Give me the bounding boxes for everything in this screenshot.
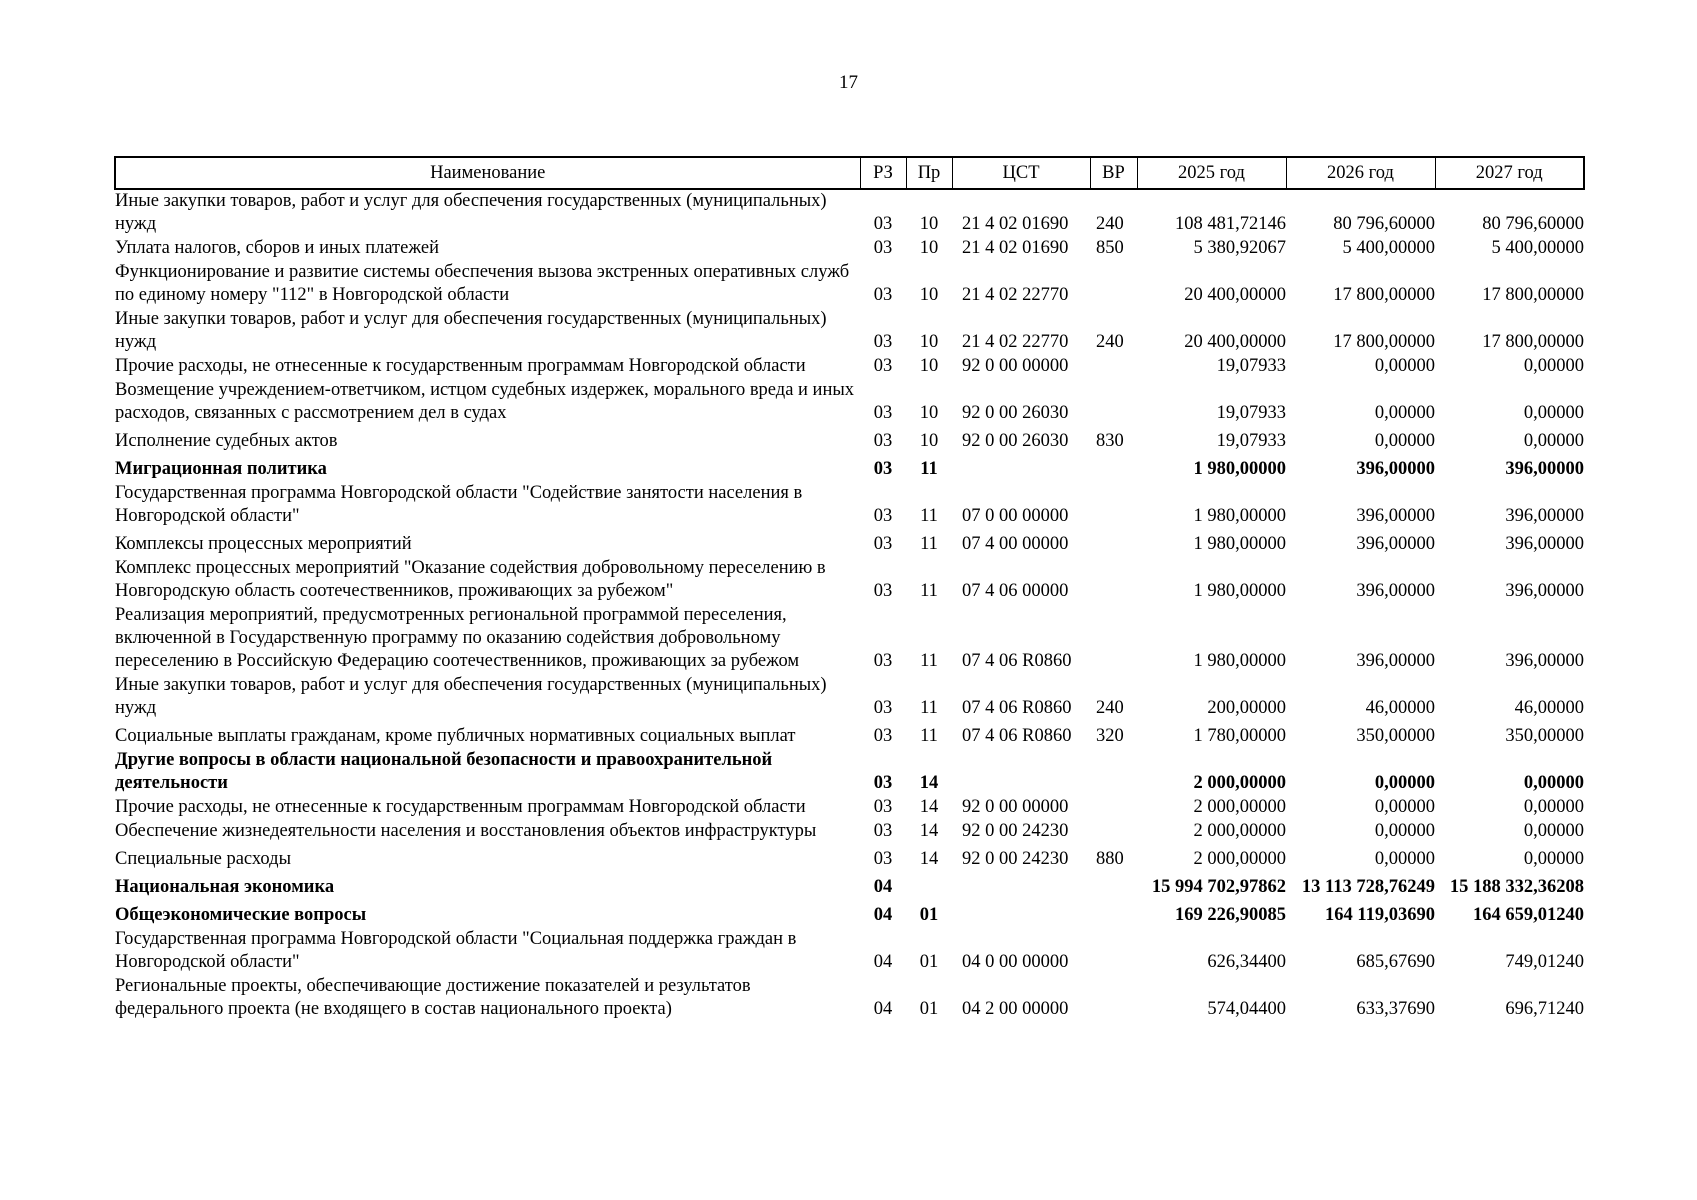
row-rz: 03 (873, 726, 893, 746)
table-row (115, 529, 1584, 557)
row-rz: 03 (873, 238, 893, 258)
row-pr: 10 (919, 403, 939, 423)
row-rz: 03 (873, 332, 893, 352)
row-2026: 0,00000 (1374, 797, 1435, 817)
row-cst (952, 872, 1090, 900)
row-rz: 03 (873, 821, 893, 841)
row-vr: 240 (1096, 332, 1124, 352)
row-name: Социальные выплаты гражданам, кроме публичных нормативных социальных выплат (115, 726, 796, 746)
row-rz: 04 (873, 999, 893, 1019)
row-2026: 685,67690 (1356, 952, 1435, 972)
row-pr: 10 (919, 285, 939, 305)
row-vr (1090, 482, 1137, 529)
table-row (115, 237, 1584, 261)
row-name: Комплексы процессных мероприятий (115, 534, 412, 554)
row-2027: 396,00000 (1505, 581, 1584, 601)
row-2027: 396,00000 (1505, 506, 1584, 526)
row-name: Комплекс процессных мероприятий "Оказание содействия добровольному переселению в Новгородскую область соотечественников, проживающих за рубежом" (115, 558, 826, 601)
header-cst: ЦСТ (952, 157, 1090, 189)
row-2026: 17 800,00000 (1333, 332, 1435, 352)
row-rz: 03 (873, 459, 893, 479)
row-name: Исполнение судебных актов (115, 431, 338, 451)
row-2025: 1 980,00000 (1193, 534, 1286, 554)
row-cst: 07 4 00 00000 (962, 534, 1069, 554)
table-row (115, 379, 1584, 426)
row-2025: 2 000,00000 (1193, 797, 1286, 817)
row-2026: 350,00000 (1356, 726, 1435, 746)
row-vr: 240 (1096, 698, 1124, 718)
row-name: Общеэкономические вопросы (115, 905, 367, 925)
row-cst (952, 900, 1090, 928)
row-2027: 46,00000 (1514, 698, 1584, 718)
row-rz: 03 (873, 506, 893, 526)
row-rz: 04 (873, 905, 893, 925)
row-2025: 5 380,92067 (1193, 238, 1286, 258)
row-name: Иные закупки товаров, работ и услуг для обеспечения государственных (муниципальных) нужд (115, 191, 827, 234)
row-2027: 696,71240 (1505, 999, 1584, 1019)
row-cst: 07 0 00 00000 (962, 506, 1069, 526)
row-2027: 0,00000 (1523, 773, 1584, 793)
row-rz: 03 (873, 773, 893, 793)
row-name: Другие вопросы в области национальной безопасности и правоохранительной деятельности (115, 750, 773, 793)
table-header (115, 157, 1584, 189)
row-vr (1090, 820, 1137, 844)
row-2026: 633,37690 (1356, 999, 1435, 1019)
row-cst: 07 4 06 00000 (962, 581, 1069, 601)
table-row (115, 557, 1584, 604)
row-cst (952, 749, 1090, 796)
row-2026: 0,00000 (1374, 431, 1435, 451)
row-2025: 108 481,72146 (1175, 214, 1286, 234)
row-rz: 03 (873, 356, 893, 376)
row-2025: 200,00000 (1207, 698, 1286, 718)
row-vr (1090, 604, 1137, 674)
row-2027: 0,00000 (1523, 797, 1584, 817)
row-vr (1090, 749, 1137, 796)
row-pr: 01 (919, 905, 939, 925)
row-2026: 13 113 728,76249 (1301, 877, 1435, 897)
row-pr: 14 (919, 773, 939, 793)
row-rz: 03 (873, 431, 893, 451)
row-2025: 20 400,00000 (1184, 332, 1286, 352)
header-name: Наименование (115, 157, 860, 189)
table-row (115, 426, 1584, 454)
table-row (115, 844, 1584, 872)
row-rz: 04 (873, 952, 893, 972)
row-2026: 396,00000 (1356, 534, 1435, 554)
table-row (115, 261, 1584, 308)
row-2027: 15 188 332,36208 (1449, 877, 1584, 897)
row-cst: 07 4 06 R0860 (962, 651, 1072, 671)
row-vr: 240 (1096, 214, 1124, 234)
row-cst (952, 454, 1090, 482)
table-row (115, 900, 1584, 928)
row-pr: 10 (919, 238, 939, 258)
header-vr: ВР (1090, 157, 1137, 189)
row-2026: 0,00000 (1374, 773, 1435, 793)
row-2027: 749,01240 (1505, 952, 1584, 972)
header-row (115, 157, 1584, 189)
row-2027: 0,00000 (1523, 403, 1584, 423)
row-name: Обеспечение жизнедеятельности населения и восстановления объектов инфраструктуры (115, 821, 817, 841)
row-vr: 320 (1096, 726, 1124, 746)
row-pr: 11 (920, 698, 938, 718)
row-pr: 11 (920, 534, 938, 554)
row-name: Региональные проекты, обеспечивающие достижение показателей и результатов федерального проекта (не входящего в состав национального проекта) (115, 976, 751, 1019)
row-2026: 46,00000 (1365, 698, 1435, 718)
table-row (115, 796, 1584, 820)
row-name: Иные закупки товаров, работ и услуг для обеспечения государственных (муниципальных) нужд (115, 675, 827, 718)
row-name: Реализация мероприятий, предусмотренных региональной программой переселения, включенной в Государственную программу по оказанию содействия добровольному переселению в Российскую Федерацию соотечественников, проживающих за рубежом (115, 605, 800, 671)
row-cst: 92 0 00 00000 (962, 356, 1069, 376)
row-2027: 17 800,00000 (1482, 285, 1584, 305)
row-cst: 92 0 00 26030 (962, 403, 1069, 423)
table-row (115, 872, 1584, 900)
row-cst: 92 0 00 26030 (962, 431, 1069, 451)
row-2025: 2 000,00000 (1193, 849, 1286, 869)
row-cst: 92 0 00 00000 (962, 797, 1069, 817)
table-row (115, 721, 1584, 749)
budget-table (114, 156, 1585, 1022)
row-cst: 07 4 06 R0860 (962, 726, 1072, 746)
row-2025: 1 980,00000 (1193, 459, 1286, 479)
row-2026: 17 800,00000 (1333, 285, 1435, 305)
row-2027: 17 800,00000 (1482, 332, 1584, 352)
page-number: 17 (839, 72, 858, 93)
row-2026: 396,00000 (1356, 459, 1435, 479)
table-row (115, 604, 1584, 674)
row-cst: 21 4 02 01690 (962, 214, 1069, 234)
row-2026: 396,00000 (1356, 506, 1435, 526)
row-2026: 396,00000 (1356, 651, 1435, 671)
row-2027: 350,00000 (1505, 726, 1584, 746)
row-vr: 880 (1096, 849, 1124, 869)
row-2027: 0,00000 (1523, 356, 1584, 376)
row-vr (1090, 928, 1137, 975)
row-vr (1090, 900, 1137, 928)
row-vr (1090, 557, 1137, 604)
row-name: Прочие расходы, не отнесенные к государственным программам Новгородской области (115, 797, 806, 817)
table-row (115, 674, 1584, 721)
row-cst: 04 0 00 00000 (962, 952, 1069, 972)
row-2026: 396,00000 (1356, 581, 1435, 601)
row-vr (1090, 529, 1137, 557)
row-cst: 04 2 00 00000 (962, 999, 1069, 1019)
row-cst: 21 4 02 22770 (962, 332, 1069, 352)
row-pr: 10 (919, 431, 939, 451)
row-name: Миграционная политика (115, 459, 327, 479)
row-2026: 0,00000 (1374, 849, 1435, 869)
row-2025: 2 000,00000 (1193, 821, 1286, 841)
header-rz: РЗ (860, 157, 906, 189)
header-2026: 2026 год (1286, 157, 1435, 189)
row-cst: 07 4 06 R0860 (962, 698, 1072, 718)
table-row (115, 820, 1584, 844)
row-pr (906, 872, 952, 900)
row-name: Прочие расходы, не отнесенные к государственным программам Новгородской области (115, 356, 806, 376)
row-name: Государственная программа Новгородской области "Содействие занятости населения в Новгородской области" (115, 483, 803, 526)
row-pr: 10 (919, 356, 939, 376)
row-rz: 03 (873, 698, 893, 718)
row-2027: 0,00000 (1523, 431, 1584, 451)
row-vr (1090, 975, 1137, 1022)
row-vr (1090, 379, 1137, 426)
row-name: Возмещение учреждением-ответчиком, истцом судебных издержек, морального вреда и иных расходов, связанных с рассмотрением дел в судах (115, 380, 855, 423)
row-2026: 0,00000 (1374, 356, 1435, 376)
table-row (115, 454, 1584, 482)
row-2027: 164 659,01240 (1473, 905, 1584, 925)
row-2025: 626,34400 (1207, 952, 1286, 972)
row-2026: 5 400,00000 (1342, 238, 1435, 258)
row-pr: 01 (919, 952, 939, 972)
row-pr: 11 (920, 459, 938, 479)
row-2027: 0,00000 (1523, 821, 1584, 841)
row-cst: 92 0 00 24230 (962, 821, 1069, 841)
row-vr (1090, 796, 1137, 820)
row-rz: 03 (873, 651, 893, 671)
row-pr: 11 (920, 506, 938, 526)
row-rz: 03 (873, 534, 893, 554)
row-vr (1090, 261, 1137, 308)
row-2025: 19,07933 (1216, 356, 1286, 376)
row-pr: 14 (919, 821, 939, 841)
row-2025: 1 980,00000 (1193, 506, 1286, 526)
row-rz: 03 (873, 797, 893, 817)
row-vr (1090, 454, 1137, 482)
row-cst: 21 4 02 01690 (962, 238, 1069, 258)
row-pr: 11 (920, 581, 938, 601)
row-2025: 1 780,00000 (1193, 726, 1286, 746)
row-pr: 10 (919, 214, 939, 234)
row-rz: 03 (873, 581, 893, 601)
header-2025: 2025 год (1137, 157, 1286, 189)
row-2027: 80 796,60000 (1482, 214, 1584, 234)
row-2025: 15 994 702,97862 (1151, 877, 1286, 897)
row-2025: 19,07933 (1216, 431, 1286, 451)
header-2027: 2027 год (1435, 157, 1584, 189)
row-rz: 03 (873, 214, 893, 234)
row-rz: 03 (873, 285, 893, 305)
row-vr (1090, 355, 1137, 379)
row-rz: 04 (873, 877, 893, 897)
row-name: Иные закупки товаров, работ и услуг для обеспечения государственных (муниципальных) нужд (115, 309, 827, 352)
row-vr: 830 (1096, 431, 1124, 451)
header-pr: Пр (906, 157, 952, 189)
row-2027: 396,00000 (1505, 651, 1584, 671)
row-pr: 14 (919, 849, 939, 869)
table-body (115, 189, 1584, 1022)
row-2025: 1 980,00000 (1193, 651, 1286, 671)
row-pr: 10 (919, 332, 939, 352)
row-pr: 01 (919, 999, 939, 1019)
row-pr: 11 (920, 726, 938, 746)
row-cst: 92 0 00 24230 (962, 849, 1069, 869)
row-2025: 19,07933 (1216, 403, 1286, 423)
row-2027: 5 400,00000 (1491, 238, 1584, 258)
row-pr: 14 (919, 797, 939, 817)
table-row (115, 482, 1584, 529)
row-2027: 396,00000 (1505, 459, 1584, 479)
row-name: Национальная экономика (115, 877, 335, 897)
table-row (115, 189, 1584, 237)
table-row (115, 308, 1584, 355)
row-name: Функционирование и развитие системы обеспечения вызова экстренных оперативных служб по единому номеру "112" в Новгородской области (115, 262, 850, 305)
row-vr: 850 (1096, 238, 1124, 258)
row-2026: 80 796,60000 (1333, 214, 1435, 234)
table-row (115, 355, 1584, 379)
row-2025: 169 226,90085 (1175, 905, 1286, 925)
row-cst: 21 4 02 22770 (962, 285, 1069, 305)
table-row (115, 749, 1584, 796)
row-pr: 11 (920, 651, 938, 671)
row-2025: 20 400,00000 (1184, 285, 1286, 305)
row-2025: 574,04400 (1207, 999, 1286, 1019)
row-name: Уплата налогов, сборов и иных платежей (115, 238, 440, 258)
row-2027: 0,00000 (1523, 849, 1584, 869)
row-2026: 0,00000 (1374, 821, 1435, 841)
row-vr (1090, 872, 1137, 900)
row-name: Специальные расходы (115, 849, 291, 869)
row-2026: 164 119,03690 (1325, 905, 1435, 925)
row-2026: 0,00000 (1374, 403, 1435, 423)
row-2025: 1 980,00000 (1193, 581, 1286, 601)
row-2025: 2 000,00000 (1193, 773, 1286, 793)
row-name: Государственная программа Новгородской области "Социальная поддержка граждан в Новгородской области" (115, 929, 797, 972)
table-row (115, 975, 1584, 1022)
row-2027: 396,00000 (1505, 534, 1584, 554)
row-rz: 03 (873, 849, 893, 869)
row-rz: 03 (873, 403, 893, 423)
table-row (115, 928, 1584, 975)
